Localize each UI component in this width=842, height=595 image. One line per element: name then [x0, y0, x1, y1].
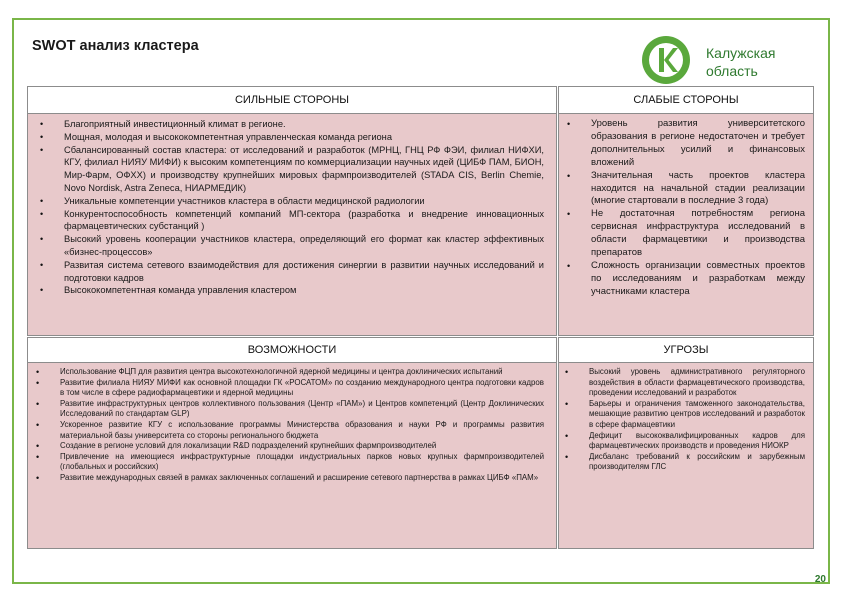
weaknesses-panel	[558, 86, 814, 336]
list-item: • Развитие филиала НИЯУ МИФИ как основной площадки ГК «РОСАТОМ» по созданию международного центра подготовки кадров в том числе в сфере радиофармацевтики и ядерной медицины	[60, 378, 544, 399]
list-item: • Благоприятный инвестиционный климат в регионе.	[64, 118, 544, 131]
opportunities-panel	[27, 337, 557, 549]
region-line1: Калужская	[706, 45, 776, 61]
threats-list	[589, 367, 805, 473]
page-number: 20	[814, 574, 826, 585]
threats-heading: УГРОЗЫ	[559, 338, 813, 363]
list-item: • Высокий уровень административного регуляторного воздействия в области фармацевтического производства, проведении исследований и разработок	[589, 367, 805, 399]
strengths-panel	[27, 86, 557, 336]
threats-panel	[558, 337, 814, 549]
list-item: • Мощная, молодая и высококомпетентная управленческая команда региона	[64, 131, 544, 144]
list-item: • Значительная часть проектов кластера находится на начальной стадии реализации (многие стартовали в последние 3 года)	[591, 170, 805, 209]
list-item: • Создание в регионе условий для локализации R&D подразделений крупнейших фармпроизводителей	[60, 441, 544, 452]
list-item: • Развитие инфраструктурных центров коллективного пользования (Центр «ПАМ») и Центров компетенций (Центр Доклинических Исследований по стандартам GLP)	[60, 399, 544, 420]
list-item: • Развитая система сетевого взаимодействия для достижения синергии в развитии научных исследований и подготовки кадров	[64, 259, 544, 285]
list-item: • Развитие международных связей в рамках заключенных соглашений и расширение сетевого партнерства в рамках ЦИБФ «ПАМ»	[60, 473, 544, 484]
weaknesses-heading: СЛАБЫЕ СТОРОНЫ	[559, 87, 813, 114]
strengths-list	[64, 118, 544, 297]
opportunities-heading: ВОЗМОЖНОСТИ	[28, 338, 556, 363]
list-item: • Дефицит высококвалифицированных кадров для фармацевтических производств и проведения НИОКР	[589, 431, 805, 452]
list-item: • Уникальные компетенции участников кластера в области медицинской радиологии	[64, 195, 544, 208]
list-item: • Сбалансированный состав кластера: от исследований и разработок (МРНЦ, ГНЦ РФ ФЭИ, филиал НИФХИ, КГУ, филиал НИЯУ МИФИ) к высоким компетенциям по коммерциализации научных идей (ЦИБФ ПАМ, БИОН, Мир-Фарм, ОФХХ) и производству крупнейших мировых фармпроизводителей (STADA CIS, Berlin Chemie, Novo Nordisk, Astra Zeneca, НИАРМЕДИК)	[64, 144, 544, 195]
list-item: • Дисбаланс требований к российским и зарубежным производителям ГЛС	[589, 452, 805, 473]
list-item: • Привлечение на имеющиеся инфраструктурные площадки индустриальных парков новых крупных фармпроизводителей (глобальных и российских)	[60, 452, 544, 473]
opportunities-list	[60, 367, 544, 484]
region-line2: область	[706, 63, 758, 79]
list-item: • Уровень развития университетского образования в регионе недостаточен и требует дополнительных усилий и финансовых вложений	[591, 118, 805, 170]
list-item: • Не достаточная потребностям региона сервисная инфраструктура исследований в области фармацевтики и производства препаратов	[591, 208, 805, 260]
list-item: • Высокий уровень кооперации участников кластера, определяющий его формат как кластер эффективных «бизнес-процессов»	[64, 233, 544, 259]
list-item: • Высококомпетентная команда управления кластером	[64, 284, 544, 297]
list-item: • Конкурентоспособность компетенций компаний МП-сектора (разработка и внедрение инновационных фармацевтических субстанций )	[64, 208, 544, 234]
strengths-heading: СИЛЬНЫЕ СТОРОНЫ	[28, 87, 556, 114]
page-title: SWOT анализ кластера	[32, 38, 199, 54]
list-item: • Барьеры и ограничения таможенного законодательства, мешающие развитию центров исследований и разработок в сфере фармацевтики	[589, 399, 805, 431]
kaluga-logo-icon	[640, 34, 692, 86]
list-item: • Ускоренное развитие КГУ с использование программы Министерства образования и науки РФ и программы развития материальной базы университета со стороны регионального бюджета	[60, 420, 544, 441]
list-item: • Сложность организации совместных проектов по исследованиям и разработкам между участниками кластера	[591, 260, 805, 299]
list-item: • Использование ФЦП для развития центра высокотехнологичной ядерной медицины и центра доклинических испытаний	[60, 367, 544, 378]
region-name	[706, 44, 775, 80]
weaknesses-list	[591, 118, 805, 299]
